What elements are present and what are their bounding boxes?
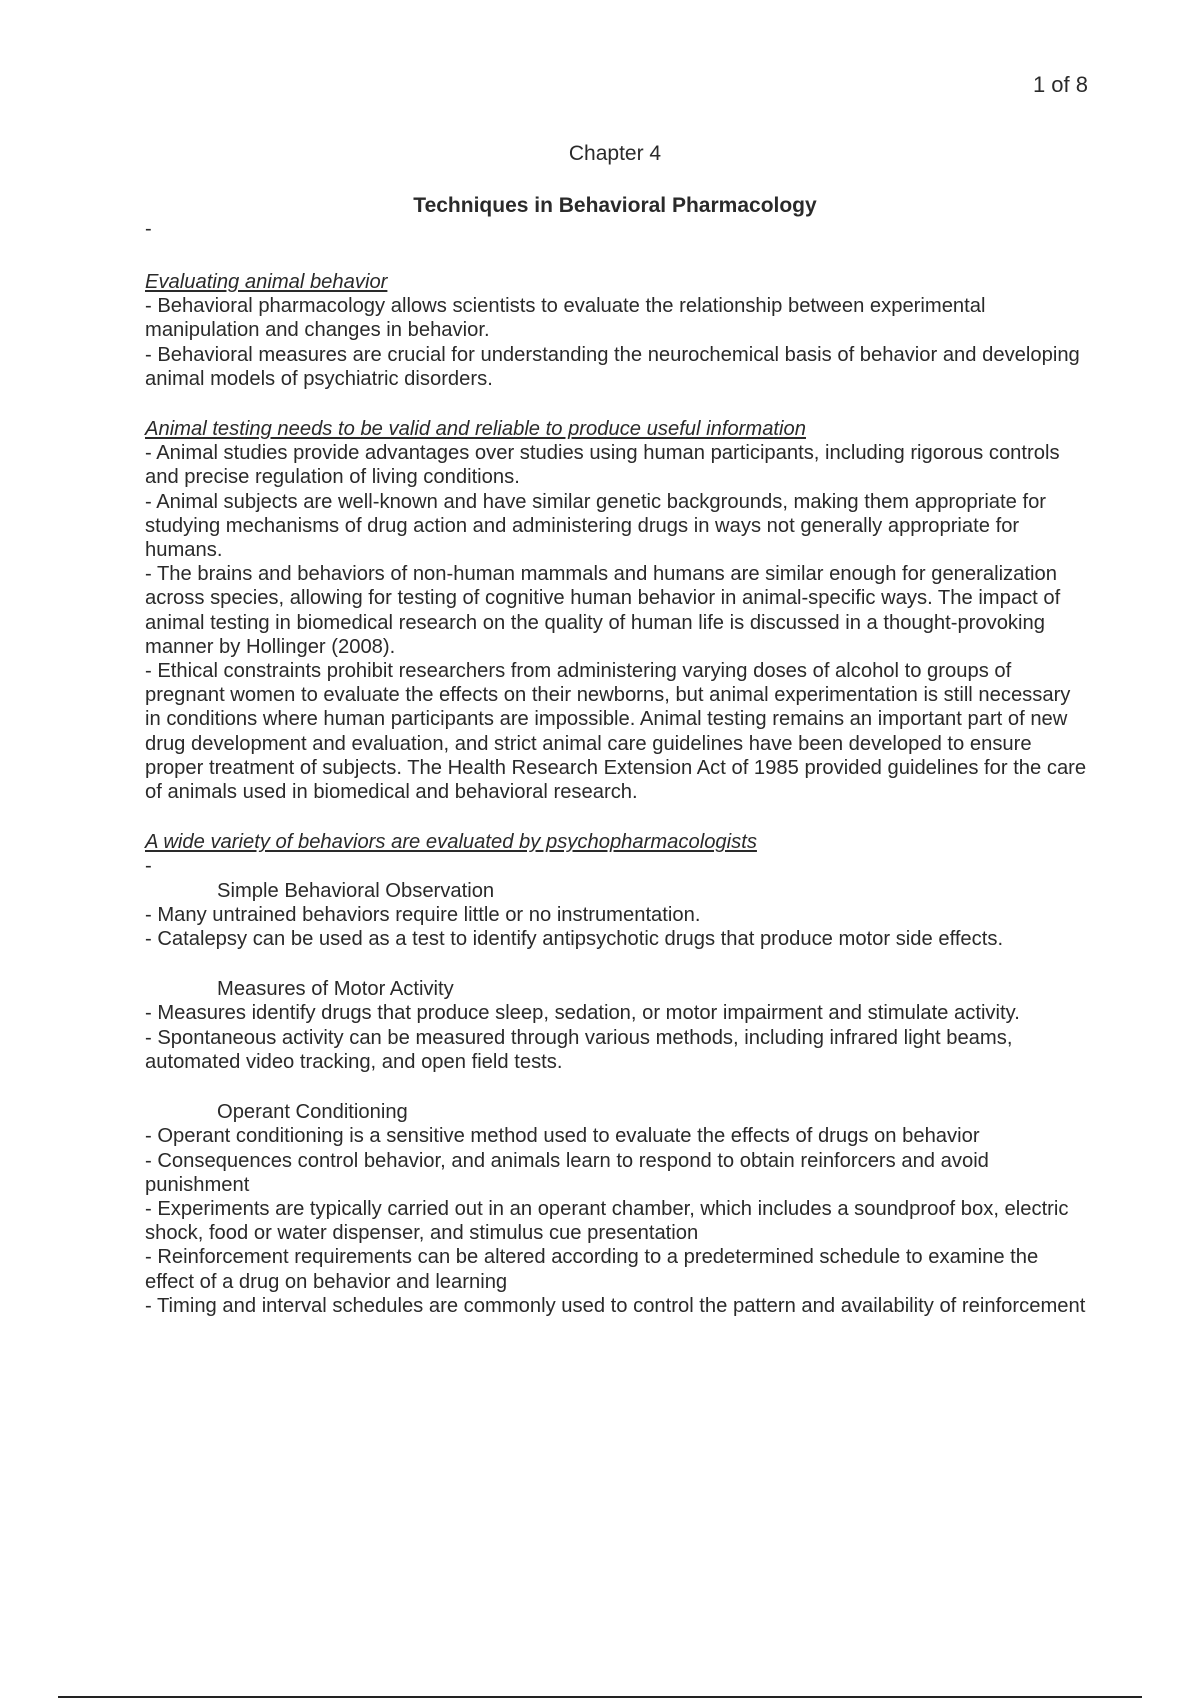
bullet-text: - Animal studies provide advantages over studies using human participants, including rigorous controls and precise regulation of living conditions. bbox=[145, 442, 1060, 489]
document-body bbox=[145, 270, 1090, 1318]
section-heading: A wide variety of behaviors are evaluated by psychopharmacologists bbox=[145, 831, 757, 854]
bullet-text: - Catalepsy can be used as a test to identify antipsychotic drugs that produce motor side effects. bbox=[145, 928, 1004, 951]
bullet-text: - Animal subjects are well-known and have similar genetic backgrounds, making them appropriate for studying mechanisms of drug action and administering drugs in ways not generally appropriate for humans. bbox=[145, 490, 1047, 562]
bullet-text: - Spontaneous activity can be measured through various methods, including infrared light beams, automated video tracking, and open field tests. bbox=[145, 1026, 1013, 1073]
bullet-text: - Ethical constraints prohibit researchers from administering varying doses of alcohol to groups of pregnant women to evaluate the effects on their newborns, but animal experimentation is still necessary in conditions where human participants are impossible. Animal testing remains an important part of new drug development and evaluation, and strict animal care guidelines have been developed to ensure proper treatment of subjects. The Health Research Extension Act of 1985 provided guidelines for the care of animals used in biomedical and behavioral research. bbox=[145, 660, 1087, 804]
subsection-heading: Measures of Motor Activity bbox=[217, 978, 454, 1001]
bullet-text: - Many untrained behaviors require little or no instrumentation. bbox=[145, 903, 701, 926]
bullet-text: - Consequences control behavior, and animals learn to respond to obtain reinforcers and avoid punishment bbox=[145, 1149, 989, 1196]
bottom-divider bbox=[58, 1696, 1142, 1698]
page-number: 1 of 8 bbox=[1032, 72, 1088, 97]
bullet-text: - Measures identify drugs that produce sleep, sedation, or motor impairment and stimulate activity. bbox=[145, 1002, 1020, 1025]
bullet-text: - Experiments are typically carried out in an operant chamber, which includes a soundproof box, electric shock, food or water dispenser, and stimulus cue presentation bbox=[145, 1197, 1069, 1245]
bullet-text: - The brains and behaviors of non-human mammals and humans are similar enough for generalization across species, allowing for testing of cognitive human behavior in animal-specific ways. The impact of animal testing in biomedical research on the quality of human life is discussed in a thought-provoking manner by Hollinger (2008). bbox=[145, 563, 1061, 658]
section-heading: Animal testing needs to be valid and reliable to produce useful information bbox=[145, 418, 806, 441]
section-heading: Evaluating animal behavior bbox=[145, 271, 388, 293]
bullet-text: - Reinforcement requirements can be altered according to a predetermined schedule to examine the effect of a drug on behavior and learning bbox=[145, 1246, 1039, 1293]
stray-dash: - bbox=[145, 218, 152, 240]
bullet-text: - Timing and interval schedules are commonly used to control the pattern and availability of reinforcement bbox=[145, 1294, 1086, 1317]
section-dash: - bbox=[145, 855, 152, 878]
document-title: Techniques in Behavioral Pharmacology bbox=[413, 194, 817, 217]
subsection-heading: Operant Conditioning bbox=[217, 1101, 408, 1124]
bullet-text: - Behavioral measures are crucial for understanding the neurochemical basis of behavior and developing animal models of psychiatric disorders. bbox=[145, 343, 1080, 390]
subsection-heading: Simple Behavioral Observation bbox=[217, 879, 495, 902]
bullet-text: - Behavioral pharmacology allows scientists to evaluate the relationship between experimental manipulation and changes in behavior. bbox=[145, 295, 986, 342]
chapter-label: Chapter 4 bbox=[568, 142, 662, 165]
bullet-text: - Operant conditioning is a sensitive method used to evaluate the effects of drugs on behavior bbox=[145, 1125, 980, 1148]
